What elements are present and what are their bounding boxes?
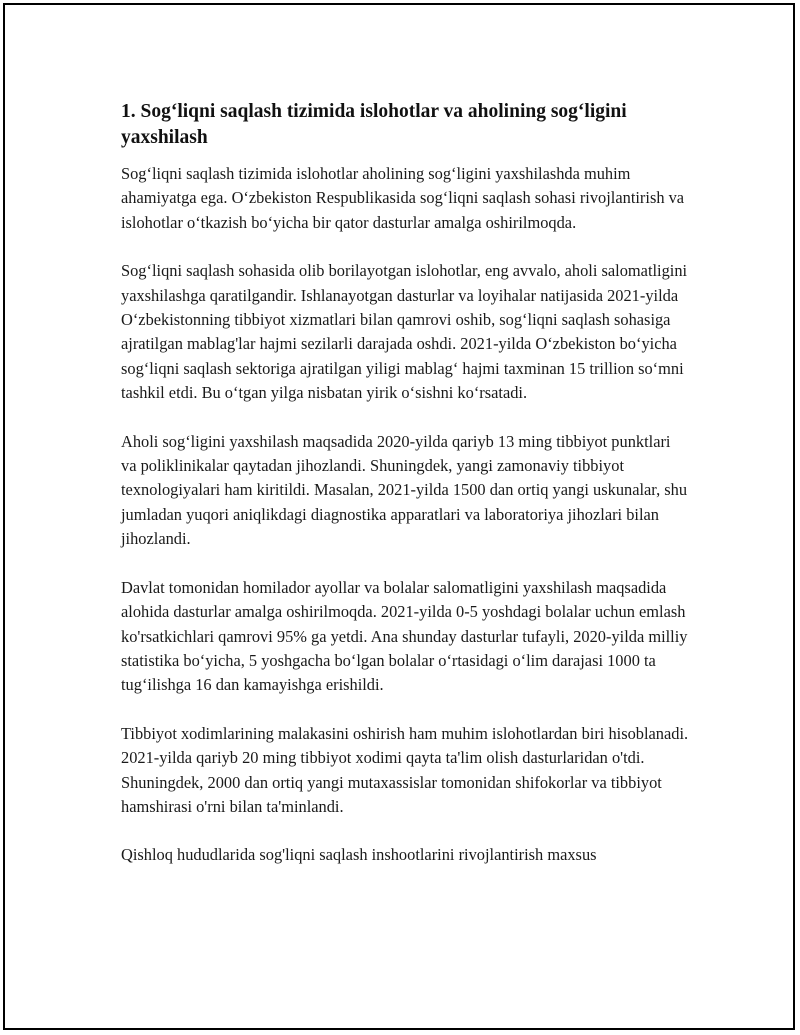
paragraph-3: Aholi sog‘ligini yaxshilash maqsadida 2020-yilda qariyb 13 ming tibbiyot punktlari va poliklinikalar qaytadan jihozlandi. Shuningdek, yangi zamonaviy tibbiyot texnologiyalari ham kiritildi. Masalan, 2021-yilda 1500 dan ortiq yangi uskunalar, shu jumladan yuqori aniqlikdagi diagnostika apparatlari va laboratoriya jihozlari bilan jihozlandi.	[121, 431, 688, 549]
paragraph-1: Sog‘liqni saqlash tizimida islohotlar aholining sog‘ligini yaxshilashda muhim ahamiyatga ega. O‘zbekiston Respublikasida sog‘liqni saqlash sohasi rivojlantirish va islohotlar o‘tkazish bo‘yicha bir qator dasturlar amalga oshirilmoqda.	[121, 164, 685, 232]
paragraph-6: Qishloq hududlarida sog'liqni saqlash inshootlarini rivojlantirish maxsus	[121, 845, 597, 865]
section-heading: 1. Sog‘liqni saqlash tizimida islohotlar va aholining sog‘ligini yaxshilash	[121, 101, 627, 148]
paragraph-2: Sog‘liqni saqlash sohasida olib borilayotgan islohotlar, eng avvalo, aholi salomatligini yaxshilashga qaratilgandir. Ishlanayotgan dasturlar va loyihalar natijasida 2021-yilda O‘zbekistonning tibbiyot xizmatlari bilan qamrovi oshib, sog‘liqni saqlash sohasiga ajratilgan mablag'lar hajmi sezilarli darajada oshdi. 2021-yilda O‘zbekiston bo‘yicha sog‘liqni saqlash sektoriga ajratilgan yiligi mablag‘ hajmi taxminan 15 trillion so‘mni tashkil etdi. Bu o‘tgan yilga nisbatan yirik o‘sishni ko‘rsatadi.	[121, 261, 688, 403]
paragraph-4: Davlat tomonidan homilador ayollar va bolalar salomatligini yaxshilash maqsadida alohida dasturlar amalga oshirilmoqda. 2021-yilda 0-5 yoshdagi bolalar uchun emlash ko'rsatkichlari qamrovi 95% ga yetdi. Ana shunday dasturlar tufayli, 2020-yilda milliy statistika bo‘yicha, 5 yoshgacha bo‘lgan bolalar o‘rtasidagi o‘lim darajasi 1000 ta tug‘ilishga 16 dan kamayishga erishildi.	[121, 577, 688, 695]
document-body	[121, 99, 689, 892]
paragraph-5: Tibbiyot xodimlarining malakasini oshirish ham muhim islohotlardan biri hisoblanadi. 2021-yilda qariyb 20 ming tibbiyot xodimi qayta ta'lim olish dasturlaridan o'tdi. Shuningdek, 2000 dan ortiq yangi mutaxassislar tomonidan shifokorlar va tibbiyot hamshirasi o'rni bilan ta'minlandi.	[121, 723, 689, 816]
page	[3, 3, 795, 1030]
